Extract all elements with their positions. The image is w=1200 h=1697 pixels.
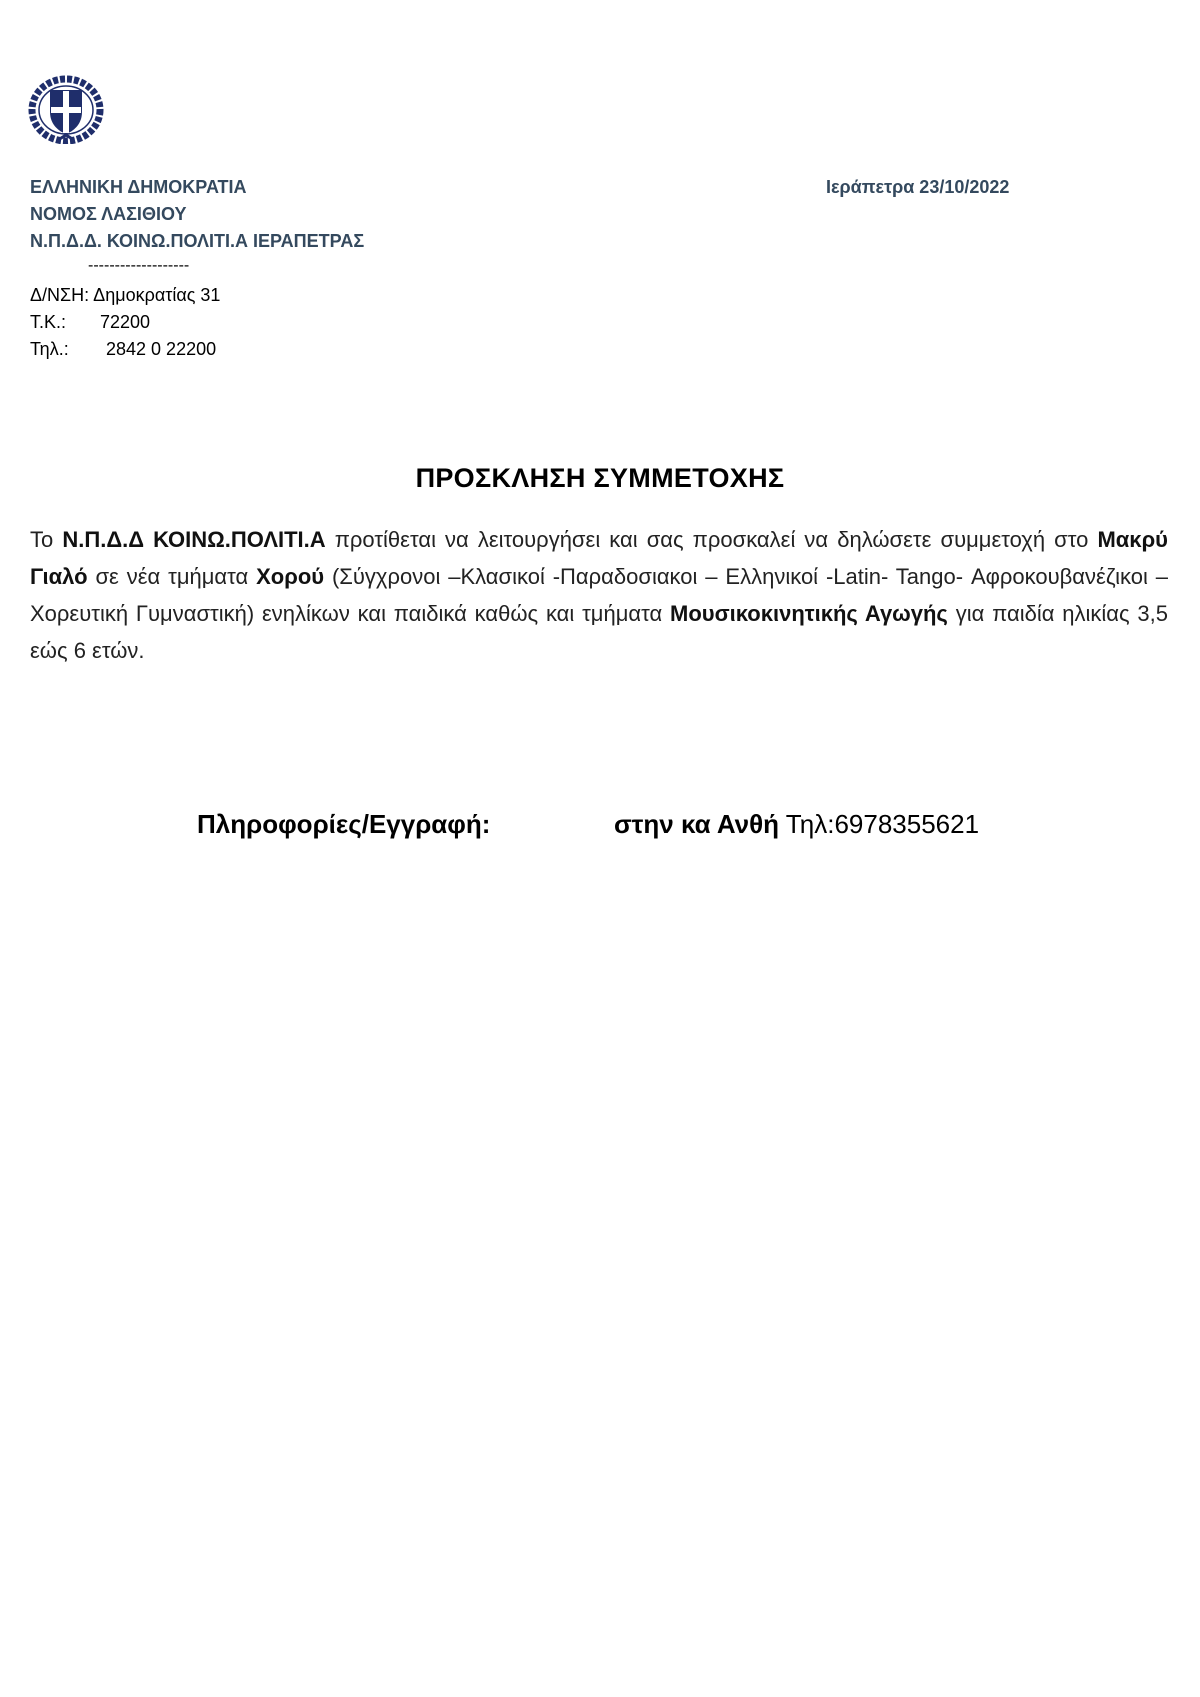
postal-value: 72200 bbox=[100, 312, 151, 332]
document-title: ΠΡΟΣΚΛΗΣΗ ΣΥΜΜΕΤΟΧΗΣ bbox=[415, 463, 785, 493]
contact-phone: Τηλ:6978355621 bbox=[779, 809, 980, 839]
body-text-5: για παιδία ηλικίας 3,5 εώς 6 ετών. bbox=[30, 601, 1169, 663]
body-text-1: Το bbox=[30, 527, 63, 552]
header-line-republic: ΕΛΛΗΝΙΚΗ ΔΗΜΟΚΡΑΤΙΑ bbox=[30, 177, 247, 197]
place-date: Ιεράπετρα 23/10/2022 bbox=[826, 177, 1010, 197]
postal-label: Τ.Κ.: bbox=[30, 312, 67, 332]
header-line-prefecture: ΝΟΜΟΣ ΛΑΣΙΘΙΟΥ bbox=[30, 204, 187, 224]
header-divider: ------------------- bbox=[88, 257, 190, 274]
address-street-row bbox=[30, 282, 220, 309]
header-line-organization: Ν.Π.Δ.Δ. ΚΟΙΝΩ.ΠΟΛΙΤΙ.Α ΙΕΡΑΠΕΤΡΑΣ bbox=[30, 231, 365, 251]
phone-value: 2842 0 22200 bbox=[106, 339, 217, 359]
body-text-4: (Σύγχρονοι –Κλασικοί -Παραδοσιακοι – Ελληνικοί -Latin- Tango- Αφροκουβανέζικοι – Χορευτική Γυμναστική) ενηλίκων και παιδικά καθώς και τμήματα bbox=[30, 564, 1168, 626]
address-postal-row bbox=[30, 309, 220, 336]
phone-label: Τηλ.: bbox=[30, 339, 69, 359]
coat-of-arms-icon bbox=[28, 74, 104, 144]
invitation-paragraph bbox=[30, 521, 1168, 669]
body-bold-organization: Ν.Π.Δ.Δ ΚΟΙΝΩ.ΠΟΛΙΤΙ.Α bbox=[62, 527, 326, 552]
info-contact bbox=[614, 806, 979, 842]
issuer-header bbox=[30, 174, 364, 255]
body-text-2: προτίθεται να λειτουργήσει και σας προσκαλεί να δηλώσετε συμμετοχή στο bbox=[325, 527, 1098, 552]
street-value: Δημοκρατίας 31 bbox=[93, 285, 221, 305]
body-bold-dance: Χορού bbox=[256, 564, 325, 589]
address-block bbox=[30, 282, 220, 363]
street-label: Δ/ΝΣΗ: bbox=[30, 285, 90, 305]
contact-person: στην κα Ανθή bbox=[614, 809, 780, 839]
info-label: Πληροφορίες/Εγγραφή: bbox=[197, 809, 491, 839]
address-phone-row bbox=[30, 336, 220, 363]
body-bold-music-movement: Μουσικοκινητικής Αγωγής bbox=[670, 601, 948, 626]
body-text-3: σε νέα τμήματα bbox=[87, 564, 257, 589]
body-bold-location: Μακρύ Γιαλό bbox=[30, 527, 1168, 589]
